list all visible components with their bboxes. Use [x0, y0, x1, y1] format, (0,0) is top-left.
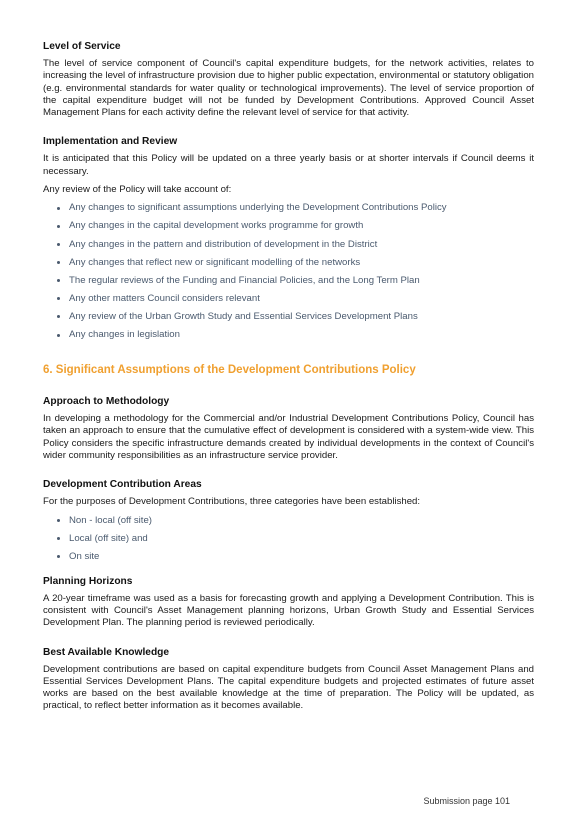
horizons-heading: Planning Horizons: [43, 575, 133, 587]
level-of-service-section: [43, 40, 534, 119]
implementation-heading: Implementation and Review: [43, 136, 178, 148]
document-page: [43, 40, 534, 729]
list-item: On site: [69, 551, 534, 563]
list-item: The regular reviews of the Funding and Financial Policies, and the Long Term Plan: [69, 275, 534, 287]
list-item: Non - local (off site): [69, 515, 534, 527]
level-of-service-heading: Level of Service: [43, 41, 121, 52]
list-item: Any changes that reflect new or significant modelling of the networks: [69, 257, 534, 269]
areas-list: [43, 515, 534, 563]
approach-section: [43, 395, 534, 462]
approach-heading: Approach to Methodology: [43, 396, 170, 408]
areas-heading: Development Contribution Areas: [43, 479, 202, 491]
knowledge-section: [43, 646, 534, 713]
list-item: Any changes in the capital development works programme for growth: [69, 220, 534, 232]
knowledge-heading: Best Available Knowledge: [43, 646, 170, 658]
areas-section: [43, 478, 534, 562]
implementation-section: [43, 135, 534, 341]
list-item: Any review of the Urban Growth Study and Essential Services Development Plans: [69, 311, 534, 323]
list-item: Any changes in the pattern and distribution of development in the District: [69, 239, 534, 251]
horizons-section: [43, 575, 534, 630]
horizons-body: A 20-year timeframe was used as a basis for forecasting growth and applying a Development Contribution. This is consistent with Council's Asset Management planning horizons, Urban Growth Study and Essential Services Development Plan. The planning period is reviewed periodically.: [43, 592, 534, 629]
level-of-service-body: The level of service component of Council's capital expenditure budgets, for the network activities, relates to increasing the level of infrastructure provision due to higher public expectation, environmental or statutory obligation (e.g. environmental standards for water quality or technological improvements). The level of service proportion of the capital expenditure budget will not be funded by Development Contributions. Approved Council Asset Management Plans for each activity define the relevant level of service for that activity.: [43, 58, 534, 119]
list-item: Any changes in legislation: [69, 329, 534, 341]
list-item: Any other matters Council considers relevant: [69, 293, 534, 305]
areas-body: For the purposes of Development Contributions, three categories have been established:: [43, 496, 421, 508]
section-6-title: 6. Significant Assumptions of the Development Contributions Policy: [43, 364, 416, 377]
approach-body: In developing a methodology for the Commercial and/or Industrial Development Contributions Policy, Council has taken an approach to ensure that the cumulative effect of development is considered with a system-wide view. This Policy considers the specific infrastructure demands created by individual developments in the context of Council's wider community responsibilities as an infrastructure service provider.: [43, 413, 534, 461]
list-item: Local (off site) and: [69, 533, 534, 545]
implementation-para-1: It is anticipated that this Policy will be updated on a three yearly basis or at shorter intervals if Council deems it necessary.: [43, 153, 534, 177]
review-list: [43, 202, 534, 341]
knowledge-body: Development contributions are based on capital expenditure budgets from Council Asset Management Plans and Essential Services Development Plans. The capital expenditure budgets and projected estimates of future asset works are based on the best available knowledge at the time of preparation. The Policy will be updated, as practical, to reflect better information as it becomes available.: [43, 663, 534, 712]
page-number-footer: Submission page 101: [423, 796, 510, 806]
list-item: Any changes to significant assumptions underlying the Development Contributions Policy: [69, 202, 534, 214]
implementation-para-2: Any review of the Policy will take account of:: [43, 184, 232, 196]
